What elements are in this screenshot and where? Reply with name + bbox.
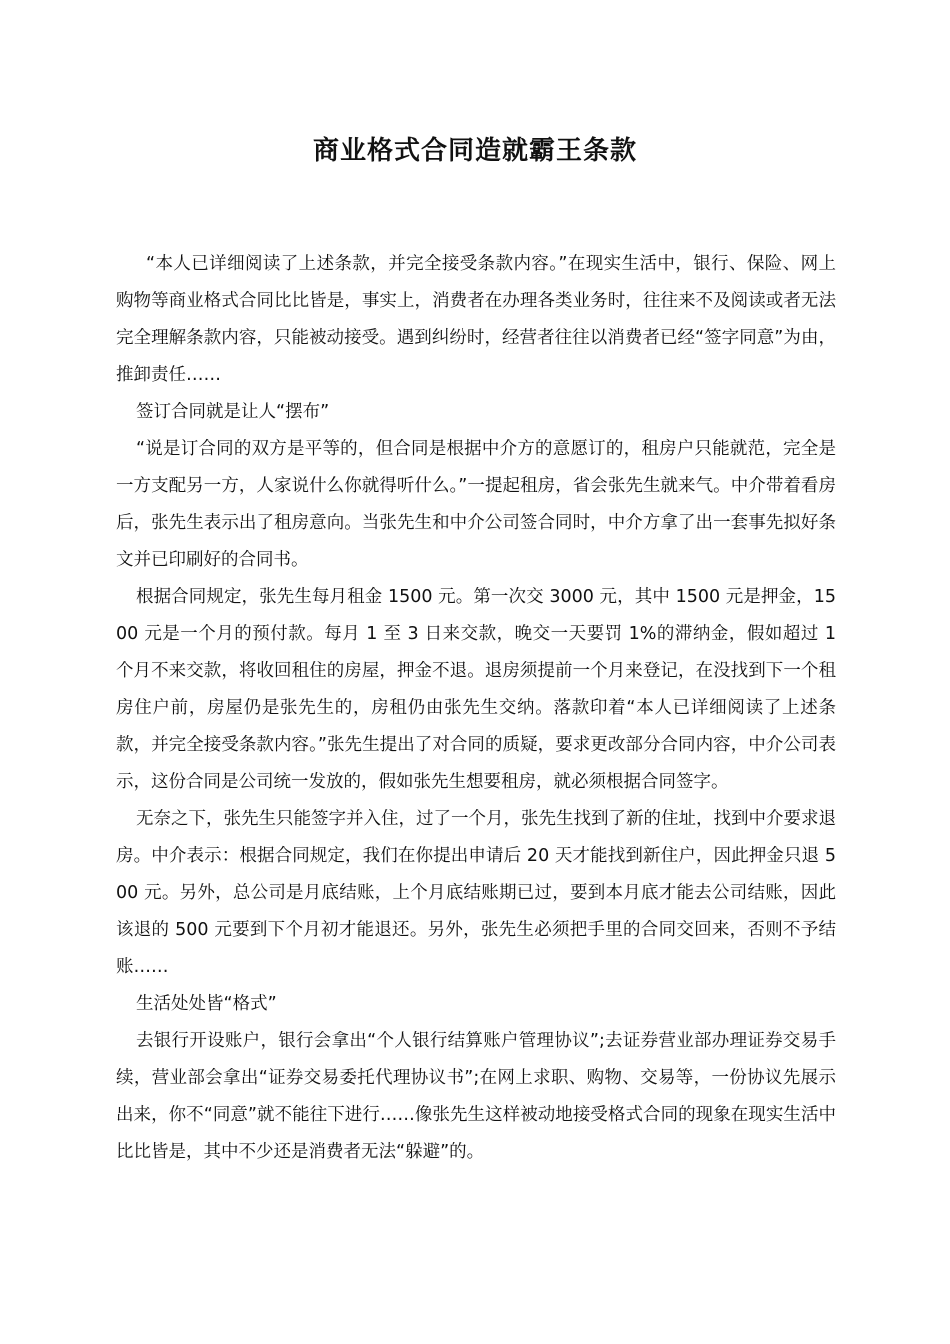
paragraph-move-out: 无奈之下，张先生只能签字并入住，过了一个月，张先生找到了新的住址，找到中介要求退房。中介表示：根据合同规定，我们在你提出申请后 20 天才能找到新住户，因此押金只退 500 元。另外，总公司是月底结账，上个月底结账期已过，要到本月底才能去公司结账，因此该退的 500 元要到下个月初才能退还。另外，张先生必须把手里的合同交回来，否则不予结账……	[116, 809, 836, 977]
document-title: 商业格式合同造就霸王条款	[312, 136, 637, 166]
paragraph-intro: “本人已详细阅读了上述条款，并完全接受条款内容。”在现实生活中，银行、保险、网上购物等商业格式合同比比皆是，事实上，消费者在办理各类业务时，往往来不及阅读或者无法完全理解条款内容，只能被动接受。遇到纠纷时，经营者往往以消费者已经“签字同意”为由，推卸责任……	[116, 254, 836, 385]
paragraph-everyday: 去银行开设账户，银行会拿出“个人银行结算账户管理协议”;去证券营业部办理证券交易手续，营业部会拿出“证券交易委托代理协议书”;在网上求职、购物、交易等，一份协议先展示出来，你不“同意”就不能往下进行……像张先生这样被动地接受格式合同的现象在现实生活中比比皆是，其中不少还是消费者无法“躲避”的。	[116, 1031, 836, 1162]
section-heading-contract: 签订合同就是让人“摆布”	[136, 402, 330, 422]
paragraph-contract-terms: 根据合同规定，张先生每月租金 1500 元。第一次交 3000 元，其中 1500 元是押金，1500 元是一个月的预付款。每月 1 至 3 日来交款，晚交一天要罚 1%的滞纳金，假如超过 1 个月不来交款，将收回租住的房屋，押金不退。退房须提前一个月来登记，在没找到下一个租房住户前，房屋仍是张先生的，房租仍由张先生交纳。落款印着“本人已详细阅读了上述条款，并完全接受条款内容。”张先生提出了对合同的质疑，要求更改部分合同内容，中介公司表示，这份合同是公司统一发放的，假如张先生想要租房，就必须根据合同签字。	[116, 587, 836, 792]
document-body	[116, 246, 836, 1171]
section-heading-format: 生活处处皆“格式”	[136, 994, 277, 1014]
paragraph-quote: “说是订合同的双方是平等的，但合同是根据中介方的意愿订的，租房户只能就范，完全是一方支配另一方，人家说什么你就得听什么。”一提起租房，省会张先生就来气。中介带着看房后，张先生表示出了租房意向。当张先生和中介公司签合同时，中介方拿了出一套事先拟好条文并已印刷好的合同书。	[116, 439, 836, 570]
